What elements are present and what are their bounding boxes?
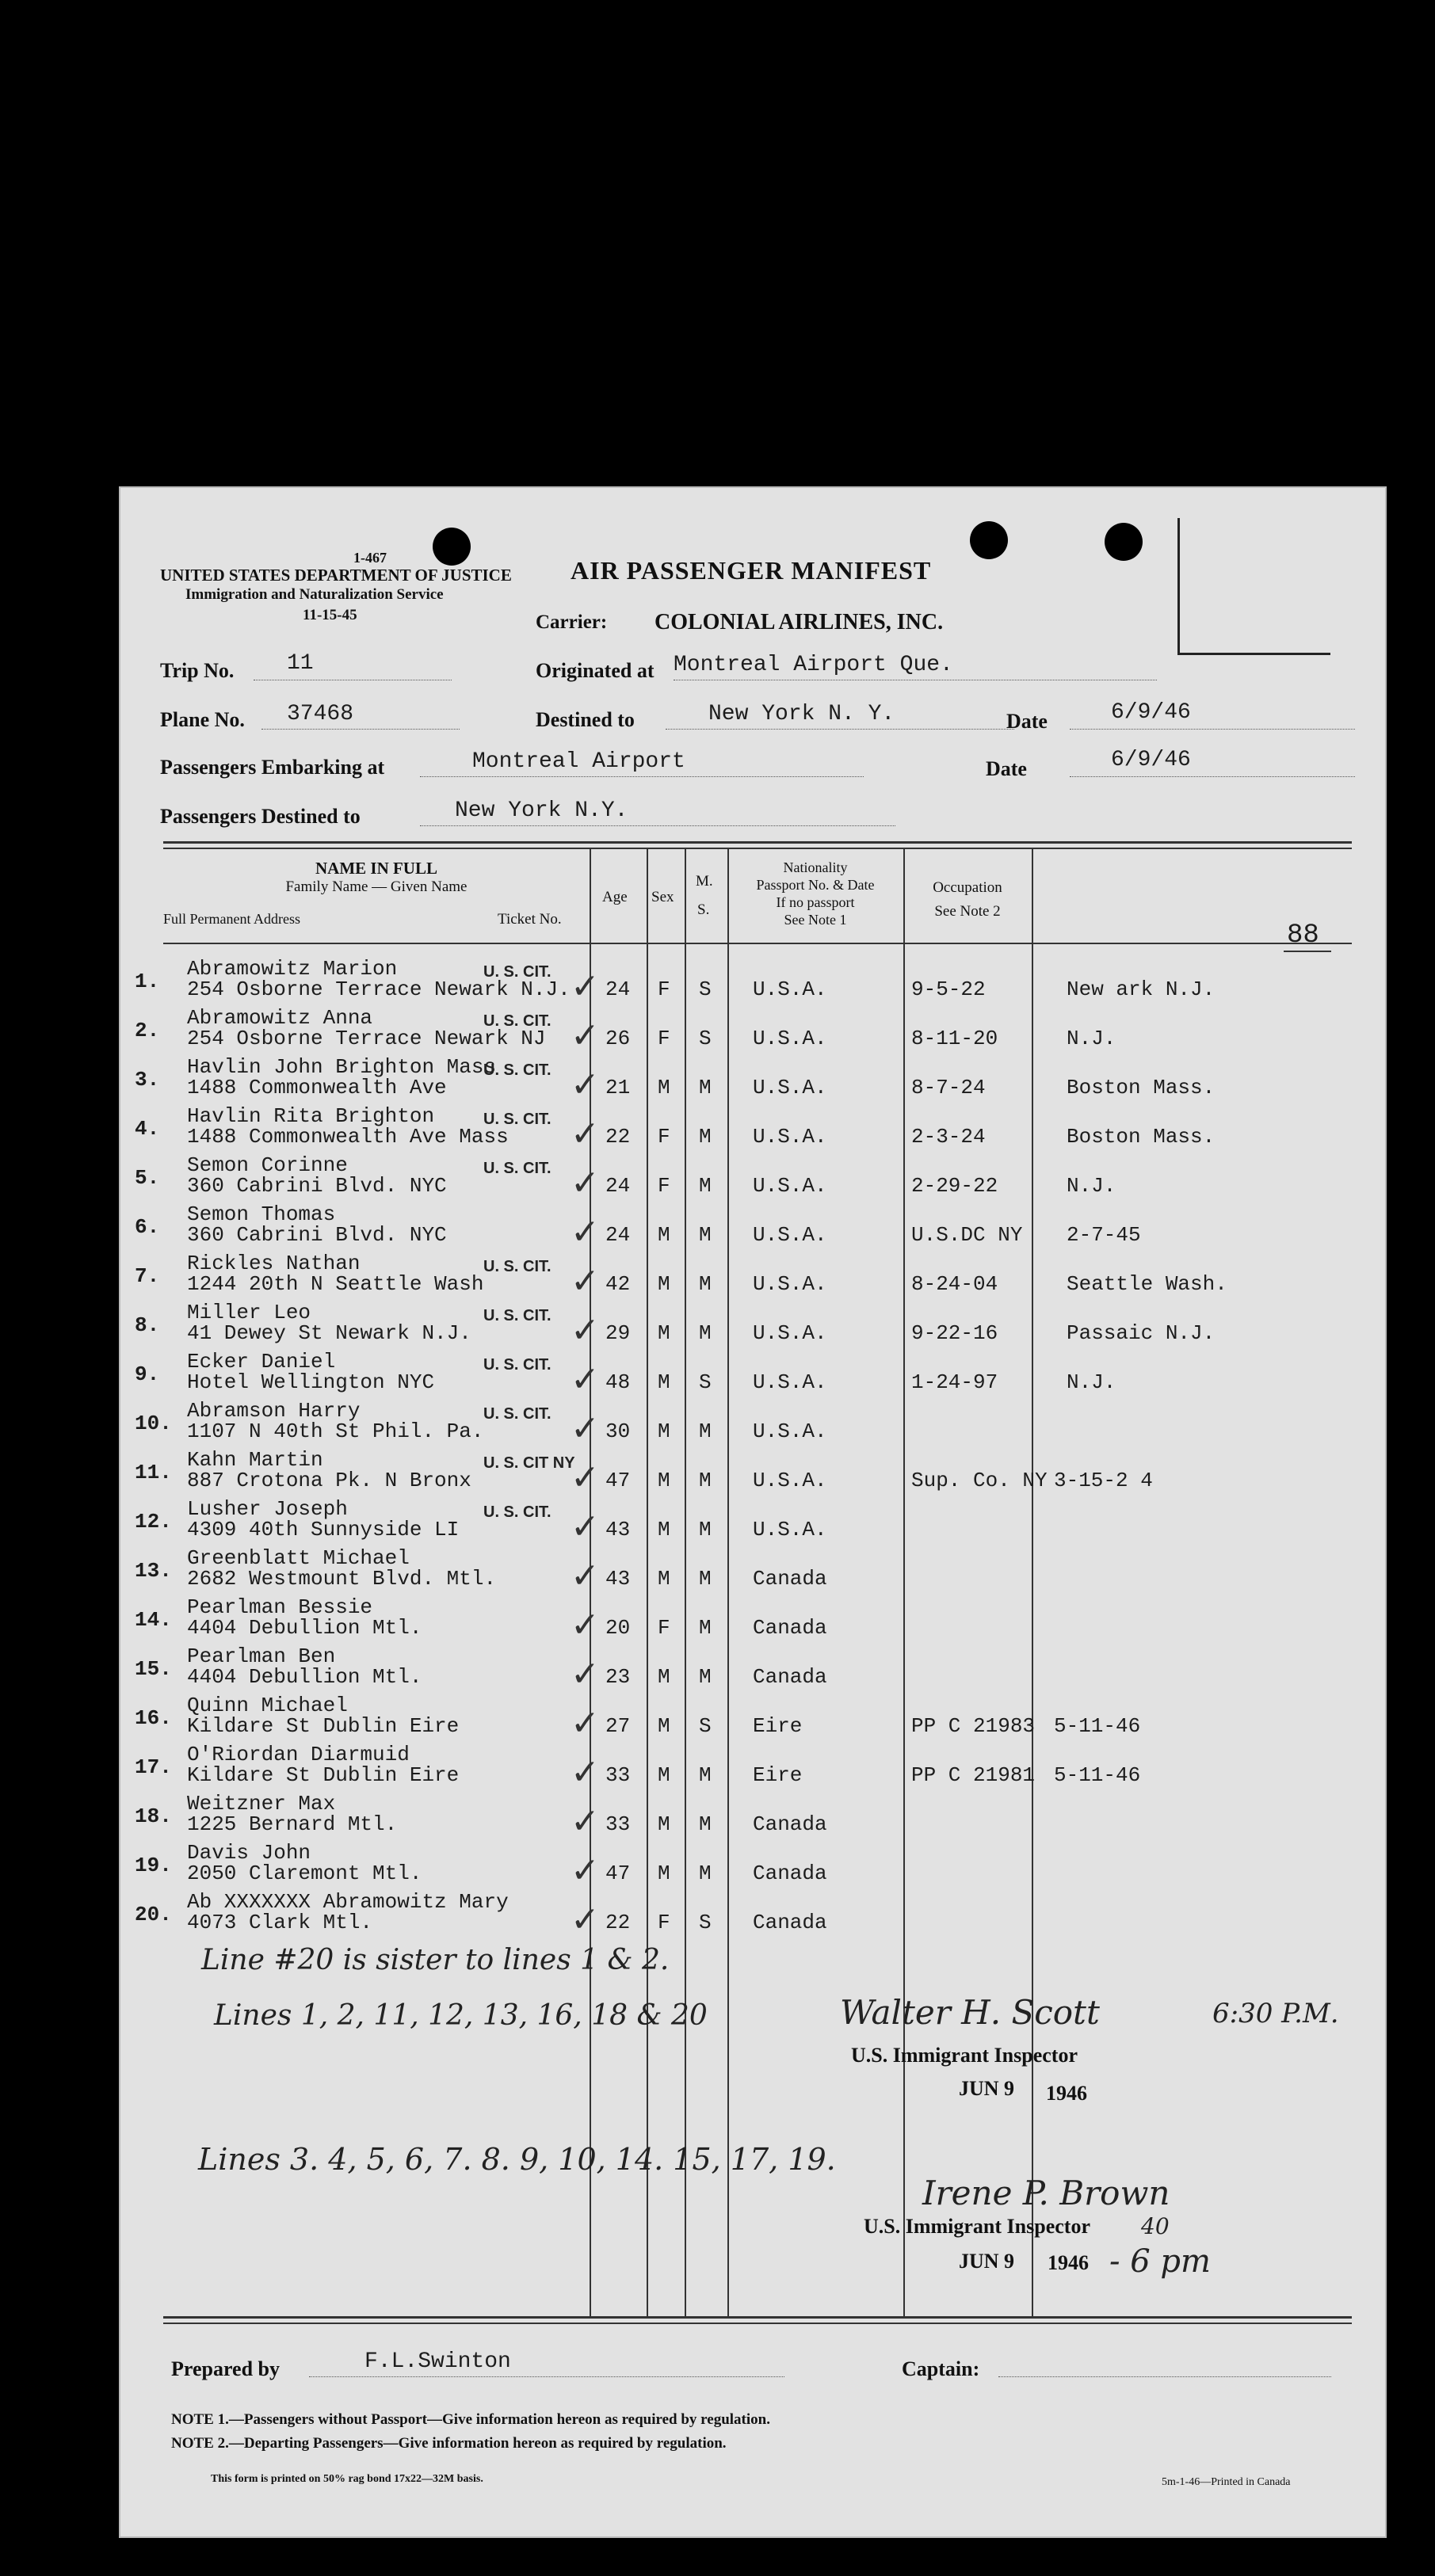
passenger-age: 20 — [605, 1616, 631, 1640]
passenger-name: Abramson Harry — [187, 1399, 361, 1423]
row-number: 11. — [135, 1461, 172, 1484]
column-header-ms2: S. — [697, 901, 710, 918]
passenger-nationality: Canada — [753, 1567, 827, 1591]
citizenship-note: U. S. CIT. — [483, 1061, 551, 1079]
manifest-sheet — [119, 486, 1387, 2538]
citizenship-note: U. S. CIT. — [483, 963, 551, 981]
passenger-marital: M — [699, 1321, 712, 1345]
passenger-age: 48 — [605, 1370, 631, 1394]
passenger-address: 254 Osborne Terrace Newark NJ — [187, 1027, 546, 1050]
passenger-address: 1488 Commonwealth Ave — [187, 1076, 447, 1099]
passenger-name: Miller Leo — [187, 1301, 311, 1324]
check-mark-icon: ✓ — [571, 1016, 600, 1056]
name-header-line3: Full Permanent Address — [163, 911, 300, 927]
check-mark-icon: ✓ — [571, 1065, 600, 1105]
handwritten-lines-b: Lines 3. 4, 5, 6, 7. 8. 9, 10, 14. 15, 17, 19. — [198, 2142, 836, 2177]
passenger-extra: New ark N.J. — [1067, 977, 1216, 1001]
passenger-address: 2682 Westmount Blvd. Mtl. — [187, 1567, 497, 1591]
signature-a: Walter H. Scott — [840, 1993, 1100, 2032]
citizenship-note: U. S. CIT. — [483, 1012, 551, 1030]
originated-label: Originated at — [536, 659, 655, 682]
pax-destined-value: New York N.Y. — [455, 798, 628, 823]
passenger-sex: M — [658, 1370, 670, 1394]
passenger-address: 4073 Clark Mtl. — [187, 1911, 373, 1934]
check-mark-icon: ✓ — [571, 1458, 600, 1498]
passenger-address: Kildare St Dublin Eire — [187, 1763, 460, 1787]
passenger-extra: 5-11-46 — [1054, 1714, 1141, 1738]
passenger-age: 33 — [605, 1763, 631, 1787]
nat-header-2: Passport No. & Date — [756, 877, 875, 893]
department: UNITED STATES DEPARTMENT OF JUSTICE — [160, 566, 512, 585]
prepared-value: F.L.Swinton — [364, 2349, 511, 2374]
row-number: 9. — [135, 1362, 160, 1386]
stamp-b-date: JUN 9 — [959, 2250, 1015, 2273]
handwritten-note: Line #20 is sister to lines 1 & 2. — [201, 1944, 670, 1976]
passenger-name: Rickles Nathan — [187, 1252, 361, 1275]
passenger-age: 24 — [605, 1174, 631, 1198]
check-mark-icon: ✓ — [571, 1114, 600, 1154]
passenger-sex: M — [658, 1763, 670, 1787]
check-mark-icon: ✓ — [571, 1900, 600, 1940]
passenger-address: 887 Crotona Pk. N Bronx — [187, 1469, 471, 1492]
date-value: 6/9/46 — [1111, 700, 1191, 725]
passenger-marital: M — [699, 1272, 712, 1296]
passenger-extra: Seattle Wash. — [1067, 1272, 1227, 1296]
embarking-label: Passengers Embarking at — [160, 756, 385, 779]
check-mark-icon: ✓ — [571, 1801, 600, 1842]
passenger-nationality: U.S.A. — [753, 1272, 827, 1296]
citizenship-note: U. S. CIT. — [483, 1503, 551, 1521]
check-mark-icon: ✓ — [571, 1752, 600, 1793]
passenger-occupation: 8-11-20 — [911, 1027, 998, 1050]
passenger-name: Greenblatt Michael — [187, 1546, 410, 1570]
passenger-name: Havlin John Brighton Mass — [187, 1055, 497, 1079]
carrier-label: Carrier: — [536, 612, 608, 633]
passenger-sex: F — [658, 1911, 670, 1934]
passenger-extra: Boston Mass. — [1067, 1125, 1216, 1149]
check-mark-icon: ✓ — [571, 1556, 600, 1596]
column-header-age: Age — [602, 889, 628, 905]
passenger-nationality: U.S.A. — [753, 1076, 827, 1099]
passenger-sex: M — [658, 1862, 670, 1885]
citizenship-note: U. S. CIT. — [483, 1160, 551, 1177]
passenger-nationality: U.S.A. — [753, 1125, 827, 1149]
passenger-marital: M — [699, 1665, 712, 1689]
signature-b: Irene P. Brown — [922, 2174, 1170, 2212]
passenger-age: 24 — [605, 977, 631, 1001]
column-header-ticket: Ticket No. — [498, 911, 562, 928]
note-2: NOTE 2.—Departing Passengers—Give information hereon as required by regulation. — [171, 2435, 727, 2452]
check-mark-icon: ✓ — [571, 1261, 600, 1301]
passenger-address: 4404 Debullion Mtl. — [187, 1665, 422, 1689]
passenger-nationality: U.S.A. — [753, 1027, 827, 1050]
passenger-address: Hotel Wellington NYC — [187, 1370, 435, 1394]
row-number: 17. — [135, 1755, 172, 1779]
time-a: 6:30 P.M. — [1212, 1998, 1339, 2029]
passenger-nationality: Canada — [753, 1616, 827, 1640]
check-mark-icon: ✓ — [571, 1850, 600, 1891]
passenger-age: 33 — [605, 1812, 631, 1836]
form-number: 1-467 — [353, 550, 387, 566]
passenger-name: Ecker Daniel — [187, 1350, 336, 1374]
row-number: 8. — [135, 1313, 160, 1337]
stamp-b-year: 1946 — [1048, 2251, 1089, 2274]
check-mark-icon: ✓ — [571, 966, 600, 1007]
inspector-title-a: U.S. Immigrant Inspector — [851, 2044, 1078, 2067]
passenger-sex: F — [658, 977, 670, 1001]
captain-label: Captain: — [902, 2357, 980, 2380]
passenger-address: 1107 N 40th St Phil. Pa. — [187, 1419, 484, 1443]
row-number: 18. — [135, 1804, 172, 1828]
passenger-occupation: U.S.DC NY — [911, 1223, 1023, 1247]
passenger-marital: M — [699, 1518, 712, 1541]
passenger-sex: M — [658, 1223, 670, 1247]
passenger-occupation: Sup. Co. NY — [911, 1469, 1048, 1492]
stamp-a-year: 1946 — [1046, 2082, 1087, 2105]
passenger-marital: M — [699, 1763, 712, 1787]
passenger-age: 22 — [605, 1125, 631, 1149]
nat-header-4: See Note 1 — [784, 912, 847, 928]
passenger-address: 1244 20th N Seattle Wash — [187, 1272, 484, 1296]
passenger-nationality: U.S.A. — [753, 1419, 827, 1443]
column-header-occupation — [903, 876, 1032, 924]
passenger-sex: M — [658, 1567, 670, 1591]
passenger-address: 1488 Commonwealth Ave Mass — [187, 1125, 509, 1149]
row-number: 5. — [135, 1166, 160, 1190]
citizenship-note: U. S. CIT. — [483, 1405, 551, 1423]
row-number: 7. — [135, 1264, 160, 1288]
check-mark-icon: ✓ — [571, 1212, 600, 1252]
passenger-extra: Passaic N.J. — [1067, 1321, 1216, 1345]
passenger-sex: M — [658, 1812, 670, 1836]
passenger-sex: M — [658, 1714, 670, 1738]
passenger-nationality: U.S.A. — [753, 977, 827, 1001]
passenger-marital: S — [699, 977, 712, 1001]
passenger-nationality: U.S.A. — [753, 1321, 827, 1345]
handwritten-lines-a: Lines 1, 2, 11, 12, 13, 16, 18 & 20 — [214, 1999, 708, 2032]
sheet-number: 88 — [1287, 920, 1319, 951]
passenger-address: 2050 Claremont Mtl. — [187, 1862, 422, 1885]
passenger-sex: M — [658, 1272, 670, 1296]
passenger-marital: S — [699, 1911, 712, 1934]
passenger-name: Davis John — [187, 1841, 311, 1865]
passenger-sex: M — [658, 1469, 670, 1492]
passenger-age: 43 — [605, 1518, 631, 1541]
passenger-occupation: 2-29-22 — [911, 1174, 998, 1198]
name-header-line2: Family Name — Given Name — [285, 878, 468, 895]
passenger-nationality: U.S.A. — [753, 1518, 827, 1541]
passenger-sex: M — [658, 1518, 670, 1541]
page-title: AIR PASSENGER MANIFEST — [571, 556, 932, 585]
row-number: 16. — [135, 1706, 172, 1730]
passenger-sex: M — [658, 1665, 670, 1689]
passenger-sex: F — [658, 1125, 670, 1149]
passenger-address: 360 Cabrini Blvd. NYC — [187, 1174, 447, 1198]
passenger-nationality: Eire — [753, 1763, 803, 1787]
stamp-a-date: JUN 9 — [959, 2077, 1015, 2100]
pax-destined-label: Passengers Destined to — [160, 805, 361, 828]
row-number: 2. — [135, 1019, 160, 1042]
passenger-sex: F — [658, 1027, 670, 1050]
passenger-sex: F — [658, 1174, 670, 1198]
destined-value: New York N. Y. — [708, 702, 895, 726]
passenger-age: 21 — [605, 1076, 631, 1099]
destined-label: Destined to — [536, 708, 635, 731]
inspector-title-b: U.S. Immigrant Inspector — [864, 2215, 1090, 2238]
passenger-age: 26 — [605, 1027, 631, 1050]
passenger-occupation: PP C 21983 — [911, 1714, 1036, 1738]
passenger-age: 22 — [605, 1911, 631, 1934]
occ-header-2: See Note 2 — [934, 903, 1001, 920]
passenger-age: 30 — [605, 1419, 631, 1443]
passenger-occupation: 9-22-16 — [911, 1321, 998, 1345]
check-mark-icon: ✓ — [571, 1507, 600, 1547]
passenger-nationality: Eire — [753, 1714, 803, 1738]
date-label: Date — [1006, 710, 1048, 733]
passenger-extra: 5-11-46 — [1054, 1763, 1141, 1787]
passenger-extra: Boston Mass. — [1067, 1076, 1216, 1099]
passenger-address: 254 Osborne Terrace Newark N.J. — [187, 977, 571, 1001]
plane-value: 37468 — [287, 702, 354, 726]
row-number: 4. — [135, 1117, 160, 1141]
row-number: 1. — [135, 970, 160, 993]
check-mark-icon: ✓ — [571, 1654, 600, 1694]
check-mark-icon: ✓ — [571, 1163, 600, 1203]
occ-header-1: Occupation — [933, 879, 1002, 896]
passenger-nationality: Canada — [753, 1812, 827, 1836]
passenger-marital: M — [699, 1419, 712, 1443]
row-number: 10. — [135, 1412, 172, 1435]
column-header-sex: Sex — [651, 889, 674, 905]
trip-label: Trip No. — [160, 659, 235, 682]
passenger-address: 4404 Debullion Mtl. — [187, 1616, 422, 1640]
citizenship-note: U. S. CIT. — [483, 1111, 551, 1128]
prepared-label: Prepared by — [171, 2357, 280, 2380]
date2-value: 6/9/46 — [1111, 748, 1191, 772]
punch-hole — [1105, 523, 1143, 561]
passenger-name: Semon Thomas — [187, 1202, 336, 1226]
passenger-nationality: Canada — [753, 1665, 827, 1689]
passenger-name: Weitzner Max — [187, 1792, 336, 1816]
passenger-occupation: 1-24-97 — [911, 1370, 998, 1394]
passenger-nationality: U.S.A. — [753, 1174, 827, 1198]
passenger-age: 24 — [605, 1223, 631, 1247]
passenger-name: Pearlman Ben — [187, 1644, 336, 1668]
citizenship-note: U. S. CIT. — [483, 1258, 551, 1275]
passenger-sex: F — [658, 1616, 670, 1640]
nat-header-1: Nationality — [783, 859, 848, 875]
citizenship-note: U. S. CIT. — [483, 1307, 551, 1324]
passenger-age: 27 — [605, 1714, 631, 1738]
passenger-marital: M — [699, 1223, 712, 1247]
passenger-marital: M — [699, 1616, 712, 1640]
passenger-name: Quinn Michael — [187, 1694, 348, 1717]
citizenship-note: U. S. CIT. — [483, 1356, 551, 1374]
passenger-occupation: 2-3-24 — [911, 1125, 986, 1149]
trip-value: 11 — [287, 651, 314, 676]
passenger-occupation: PP C 21981 — [911, 1763, 1036, 1787]
passenger-marital: S — [699, 1370, 712, 1394]
passenger-extra: 2-7-45 — [1067, 1223, 1141, 1247]
passenger-address: 41 Dewey St Newark N.J. — [187, 1321, 471, 1345]
column-header-nationality — [727, 859, 903, 928]
passenger-marital: S — [699, 1714, 712, 1738]
time-b-minutes: 40 — [1141, 2213, 1170, 2239]
carrier-value: COLONIAL AIRLINES, INC. — [655, 610, 944, 634]
row-number: 13. — [135, 1559, 172, 1583]
passenger-occupation: 8-7-24 — [911, 1076, 986, 1099]
printer-note: 5m-1-46—Printed in Canada — [1162, 2476, 1291, 2488]
row-number: 19. — [135, 1854, 172, 1877]
date2-label: Date — [986, 757, 1027, 780]
name-header-line1: NAME IN FULL — [315, 859, 437, 878]
passenger-name: Pearlman Bessie — [187, 1595, 373, 1619]
nat-header-3: If no passport — [776, 894, 855, 910]
passenger-marital: M — [699, 1469, 712, 1492]
row-number: 14. — [135, 1608, 172, 1632]
time-b: - 6 pm — [1109, 2243, 1211, 2280]
originated-value: Montreal Airport Que. — [674, 653, 953, 677]
passenger-marital: M — [699, 1862, 712, 1885]
passenger-nationality: U.S.A. — [753, 1370, 827, 1394]
passenger-name: Abramowitz Marion — [187, 957, 398, 981]
passenger-address: 1225 Bernard Mtl. — [187, 1812, 398, 1836]
form-date: 11-15-45 — [303, 607, 357, 623]
row-number: 3. — [135, 1068, 160, 1092]
check-mark-icon: ✓ — [571, 1408, 600, 1449]
passenger-extra: 3-15-2 4 — [1054, 1469, 1153, 1492]
note-1: NOTE 1.—Passengers without Passport—Give information hereon as required by regulation. — [171, 2411, 770, 2428]
corner-box — [1177, 518, 1330, 655]
check-mark-icon: ✓ — [571, 1359, 600, 1400]
passenger-sex: M — [658, 1419, 670, 1443]
passenger-marital: M — [699, 1812, 712, 1836]
passenger-age: 42 — [605, 1272, 631, 1296]
paper-note: This form is printed on 50% rag bond 17x22—32M basis. — [211, 2473, 483, 2485]
row-number: 20. — [135, 1903, 172, 1926]
passenger-nationality: U.S.A. — [753, 1223, 827, 1247]
passenger-occupation: 8-24-04 — [911, 1272, 998, 1296]
passenger-address: Kildare St Dublin Eire — [187, 1714, 460, 1738]
passenger-name: Lusher Joseph — [187, 1497, 348, 1521]
embarking-value: Montreal Airport — [472, 749, 685, 774]
punch-hole — [970, 521, 1008, 559]
passenger-age: 47 — [605, 1469, 631, 1492]
passenger-address: 4309 40th Sunnyside LI — [187, 1518, 460, 1541]
check-mark-icon: ✓ — [571, 1310, 600, 1351]
passenger-age: 23 — [605, 1665, 631, 1689]
passenger-name: Havlin Rita Brighton — [187, 1104, 435, 1128]
service: Immigration and Naturalization Service — [185, 586, 444, 603]
passenger-name: Abramowitz Anna — [187, 1006, 373, 1030]
check-mark-icon: ✓ — [571, 1605, 600, 1645]
passenger-extra: N.J. — [1067, 1027, 1116, 1050]
passenger-occupation: 9-5-22 — [911, 977, 986, 1001]
row-number: 6. — [135, 1215, 160, 1239]
passenger-extra: N.J. — [1067, 1370, 1116, 1394]
passenger-age: 47 — [605, 1862, 631, 1885]
check-mark-icon: ✓ — [571, 1703, 600, 1743]
passenger-address: 360 Cabrini Blvd. NYC — [187, 1223, 447, 1247]
passenger-name: Kahn Martin — [187, 1448, 323, 1472]
passenger-name: Ab XXXXXXX Abramowitz Mary — [187, 1890, 509, 1914]
passenger-nationality: U.S.A. — [753, 1469, 827, 1492]
row-number: 15. — [135, 1657, 172, 1681]
passenger-marital: M — [699, 1174, 712, 1198]
citizenship-note: U. S. CIT NY — [483, 1454, 575, 1472]
passenger-age: 29 — [605, 1321, 631, 1345]
passenger-name: Semon Corinne — [187, 1153, 348, 1177]
column-header-name — [163, 859, 590, 896]
passenger-marital: M — [699, 1076, 712, 1099]
passenger-nationality: Canada — [753, 1911, 827, 1934]
passenger-marital: S — [699, 1027, 712, 1050]
plane-label: Plane No. — [160, 708, 245, 731]
row-number: 12. — [135, 1510, 172, 1534]
punch-hole — [433, 528, 471, 566]
passenger-extra: N.J. — [1067, 1174, 1116, 1198]
column-header-ms1: M. — [696, 873, 713, 890]
passenger-sex: M — [658, 1076, 670, 1099]
passenger-marital: M — [699, 1567, 712, 1591]
passenger-nationality: Canada — [753, 1862, 827, 1885]
passenger-name: O'Riordan Diarmuid — [187, 1743, 410, 1766]
passenger-age: 43 — [605, 1567, 631, 1591]
passenger-marital: M — [699, 1125, 712, 1149]
passenger-sex: M — [658, 1321, 670, 1345]
